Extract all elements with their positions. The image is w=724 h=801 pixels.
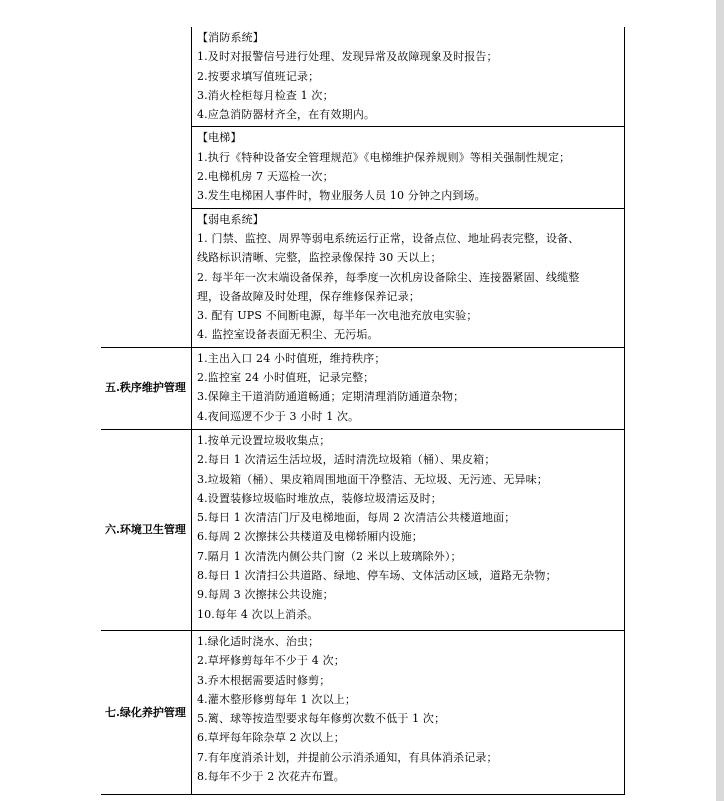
service-standards-table [101, 27, 625, 795]
list-item: 2.草坪修剪每年不少于 4 次； [197, 654, 345, 668]
list-item: 3.发生电梯困人事件时，物业服务人员 10 分钟之内到场。 [197, 189, 486, 203]
subsection-elevator [192, 127, 624, 208]
list-item: 7.有年度消杀计划，并提前公示消杀通知，有具体消杀记录； [197, 750, 498, 764]
list-item: 1. 门禁、监控、周界等弱电系统运行正常，设备点位、地址码表完整，设备、 [197, 231, 580, 245]
category-cell [101, 630, 192, 794]
list-item: 4.夜间巡逻不少于 3 小时 1 次。 [197, 409, 360, 423]
list-item: 6.草坪每年除杂草 2 次以上； [197, 731, 345, 745]
list-item: 4.应急消防器材齐全，在有效期内。 [197, 108, 376, 122]
list-item: 1.及时对报警信号进行处理、发现异常及故障现象及时报告； [197, 50, 498, 64]
list-item: 2.电梯机房 7 天巡检一次； [197, 170, 334, 184]
list-item: 8.每日 1 次清扫公共道路、绿地、停车场、文体活动区域，道路无杂物； [197, 569, 557, 583]
list-item: 2.每日 1 次清运生活垃圾，适时清洗垃圾箱（桶）、果皮箱； [197, 453, 496, 467]
list-item: 4.灌木整形修剪每年 1 次以上； [197, 692, 357, 706]
list-item: 3.垃圾箱（桶）、果皮箱周围地面干净整洁、无垃圾、无污迹、无异味； [197, 472, 548, 486]
table-row [101, 429, 625, 630]
list-item: 2.按要求填写值班记录； [197, 69, 320, 83]
category-title: 六.环境卫生管理 [105, 522, 186, 536]
category-title: 五.秩序维护管理 [105, 381, 186, 395]
subsection-weak-current [192, 209, 624, 347]
list-item: 1.绿化适时浇水、治虫； [197, 634, 320, 648]
list-item: 5.篱、球等按造型要求每年修剪次数不低于 1 次； [197, 712, 446, 726]
sanitation-list [192, 430, 624, 630]
subsection-fire-system [192, 27, 624, 127]
subsection-heading: 【弱电系统】 [197, 212, 264, 226]
viewer-margin [716, 0, 724, 801]
subsection-heading: 【消防系统】 [197, 31, 264, 44]
category-cell [101, 429, 192, 630]
list-item: 理，设备故障及时处理，保存维修保养记录； [197, 289, 420, 303]
list-item: 1.按单元设置垃圾收集点； [197, 433, 331, 447]
content-cell [192, 429, 625, 630]
category-cell [101, 27, 192, 347]
list-item: 5.每日 1 次清洁门厅及电梯地面，每周 2 次清洁公共楼道地面； [197, 511, 516, 525]
list-item: 3.保障主干道消防通道畅通；定期清理消防通道杂物； [197, 390, 465, 404]
greening-list [192, 631, 624, 794]
category-title: 七.绿化养护管理 [105, 705, 186, 719]
list-item: 3.乔木根据需要适时修剪； [197, 673, 331, 687]
table-row [101, 27, 625, 347]
content-cell [192, 347, 625, 429]
list-item: 3. 配有 UPS 不间断电源，每半年一次电池充放电实验； [197, 309, 478, 323]
list-item: 6.每周 2 次擦抹公共楼道及电梯轿厢内设施； [197, 530, 423, 544]
list-item: 1.主出入口 24 小时值班，维持秩序； [197, 351, 386, 365]
list-item: 4.设置装修垃圾临时堆放点，装修垃圾清运及时； [197, 491, 442, 505]
table-row [101, 630, 625, 794]
subsection-heading: 【电梯】 [197, 131, 242, 145]
list-item: 8.每年不少于 2 次花卉布置。 [197, 769, 345, 783]
list-item: 3.消火栓柜每月检查 1 次； [197, 88, 334, 102]
category-cell [101, 347, 192, 429]
list-item: 1.执行《特种设备安全管理规范》《电梯维护保养规则》等相关强制性规定； [197, 150, 571, 164]
list-item: 10.每年 4 次以上消杀。 [197, 607, 319, 621]
table-row [101, 347, 625, 429]
order-maintenance-list [192, 348, 624, 429]
content-cell [192, 630, 625, 794]
list-item: 9.每周 3 次擦抹公共设施； [197, 588, 334, 602]
list-item: 7.隔月 1 次清洗内侧公共门窗（2 米以上玻璃除外）； [197, 549, 462, 563]
list-item: 4. 监控室设备表面无积尘、无污垢。 [197, 328, 379, 342]
content-cell [192, 27, 625, 347]
list-item: 2. 每半年一次末端设备保养，每季度一次机房设备除尘、连接器紧固、线缆整 [197, 270, 580, 284]
list-item: 线路标识清晰、完整，监控录像保持 30 天以上； [197, 251, 442, 265]
list-item: 2.监控室 24 小时值班，记录完整； [197, 371, 375, 385]
